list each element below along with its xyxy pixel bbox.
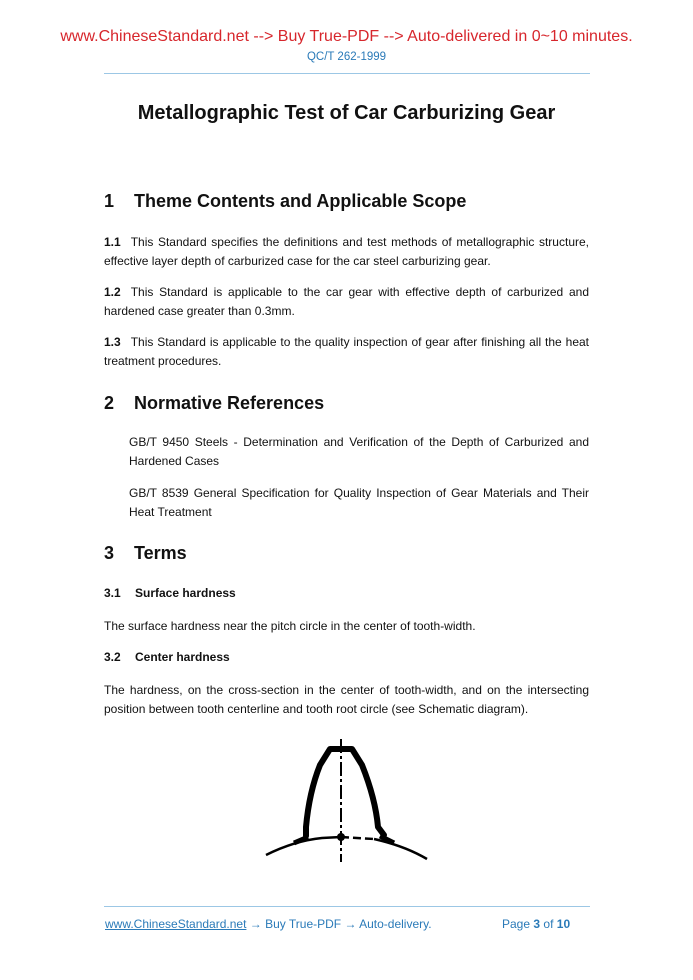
footer-promo-text: → Buy True-PDF → Auto-delivery. bbox=[246, 917, 432, 931]
header-rule bbox=[104, 73, 590, 74]
term-number: 3.2 bbox=[104, 650, 121, 664]
footer-website-link[interactable]: www.ChineseStandard.net bbox=[105, 917, 247, 931]
term-3-1-definition: The surface hardness near the pitch circle in the center of tooth-width. bbox=[104, 619, 476, 633]
term-title: Surface hardness bbox=[135, 586, 236, 600]
section-number: 3 bbox=[104, 543, 115, 563]
clause-text: This Standard is applicable to the quality inspection of gear after finishing all the heat treatment procedures. bbox=[104, 335, 589, 368]
root-circle-right bbox=[374, 839, 427, 859]
center-hardness-point bbox=[337, 833, 345, 841]
clause-text: This Standard is applicable to the car gear with effective depth of carburized and hardened case greater than 0.3mm. bbox=[104, 285, 589, 318]
gear-tooth-icon bbox=[266, 739, 427, 862]
section-1-heading bbox=[104, 190, 466, 212]
page-current: 3 bbox=[533, 917, 541, 931]
section-number: 2 bbox=[104, 393, 115, 413]
tooth-profile bbox=[306, 749, 384, 836]
document-title: Metallographic Test of Car Carburizing Gear bbox=[137, 102, 556, 124]
reference-item: GB/T 8539 General Specification for Quality Inspection of Gear Materials and Their Heat Treatment bbox=[129, 486, 589, 519]
section-title: Theme Contents and Applicable Scope bbox=[134, 191, 467, 211]
clause-number: 1.2 bbox=[104, 285, 121, 299]
clause-number: 1.1 bbox=[104, 235, 121, 249]
clause-text: This Standard specifies the definitions and test methods of metallographic structure, effective layer depth of carburized case for the car steel carburizing gear. bbox=[104, 235, 589, 268]
term-title: Center hardness bbox=[135, 650, 230, 664]
reference-item: GB/T 9450 Steels - Determination and Verification of the Depth of Carburized and Hardened Cases bbox=[129, 435, 589, 468]
top-banner[interactable]: www.ChineseStandard.net --> Buy True-PDF --> Auto-delivered in 0~10 minutes. bbox=[60, 28, 633, 45]
section-title: Terms bbox=[134, 543, 187, 563]
standard-code: QC/T 262-1999 bbox=[306, 51, 387, 63]
gear-tooth-diagram bbox=[262, 735, 442, 870]
footer-rule bbox=[104, 906, 590, 907]
clause-number: 1.3 bbox=[104, 335, 121, 349]
clause-1-1 bbox=[104, 233, 589, 271]
term-number: 3.1 bbox=[104, 586, 121, 600]
section-title: Normative References bbox=[134, 393, 325, 413]
section-number: 1 bbox=[104, 191, 115, 211]
section-3-heading bbox=[104, 542, 187, 564]
page-of: of bbox=[543, 917, 554, 931]
page-indicator bbox=[502, 916, 570, 932]
footer-promo bbox=[105, 916, 432, 932]
term-3-2-definition: The hardness, on the cross-section in the center of tooth-width, and on the intersecting position between tooth centerline and tooth root circle (see Schematic diagram). bbox=[104, 683, 589, 716]
term-3-1-heading bbox=[104, 585, 236, 601]
section-2-heading bbox=[104, 392, 324, 414]
term-3-2-heading bbox=[104, 649, 230, 665]
clause-1-2 bbox=[104, 283, 589, 321]
clause-1-3 bbox=[104, 333, 589, 371]
page-label: Page bbox=[502, 917, 531, 931]
fillet-left bbox=[294, 837, 308, 843]
root-circle-dashed bbox=[341, 837, 374, 839]
page-total: 10 bbox=[556, 917, 571, 931]
